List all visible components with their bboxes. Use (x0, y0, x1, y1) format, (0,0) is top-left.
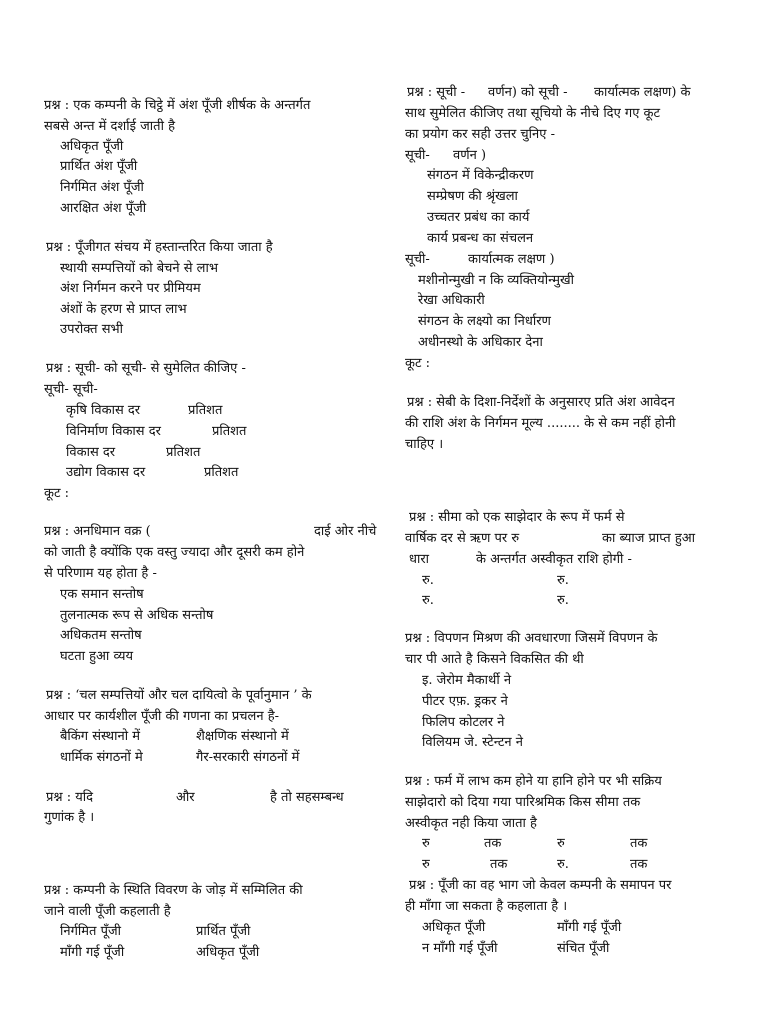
question-text: अस्वीकृत नही किया जाता है (405, 816, 537, 831)
question-text: प्रश्न : कम्पनी के स्थिति विवरण के जोड़ में सम्मिलित की (44, 883, 303, 898)
option: अंशों के हरण से प्राप्त लाभ (60, 302, 187, 317)
question-text: प्रश्न : पूँजी का वह भाग जो केवल कम्पनी के समापन पर (409, 878, 672, 893)
option: रु. (422, 593, 434, 608)
list-header: सूची- (405, 252, 430, 267)
option: रु (422, 836, 430, 851)
option: रु (557, 836, 565, 851)
question-text: को जाती है क्योंकि एक वस्तु ज्यादा और दूसरी कम होने (44, 545, 305, 560)
option: उपरोक्त सभी (60, 322, 123, 337)
option: माँगी गई पूँजी (60, 945, 125, 960)
kut-label: कूट : (44, 486, 70, 501)
option: गैर-सरकारी संगठनों में (196, 750, 300, 765)
option: तक (484, 836, 502, 851)
option: अधिकतम सन्तोष (60, 628, 142, 643)
option: संचित पूँजी (557, 941, 610, 956)
question-text: साथ सुमेलित कीजिए तथा सूचियो के नीचे दिए गए कूट (405, 106, 661, 121)
option: प्रार्थित अंश पूँजी (60, 159, 138, 174)
option: विलियम जे. स्टेन्टन ने (422, 735, 523, 750)
question-text: प्रश्न : पूँजीगत संचय में हस्तान्तरित किया जाता है (46, 240, 273, 255)
option: घटता हुआ व्यय (60, 649, 133, 664)
list-item: सम्प्रेषण की श्रृंखला (427, 189, 518, 204)
question-text: साझेदारो को दिया गया पारिश्रमिक किस सीमा तक (405, 795, 641, 810)
list-item: प्रतिशत (212, 424, 247, 439)
question-text: प्रश्न : फर्म में लाभ कम होने या हानि होने पर भी सक्रिय (405, 774, 662, 789)
question-text: ही माँगा जा सकता है कहलाता है । (405, 899, 568, 914)
question-text: है तो सहसम्बन्ध (270, 790, 344, 805)
list-item: मशीनोन्मुखी न कि व्यक्तियोन्मुखी (418, 273, 574, 288)
option: रु. (557, 857, 569, 872)
kut-label: कूट : (405, 356, 431, 371)
option: शैक्षणिक संस्थानो में (196, 729, 289, 744)
question-text: की राशि अंश के निर्गमन मूल्य ........ के से कम नहीं होनी (405, 416, 676, 431)
question-text: जाने वाली पूँजी कहलाती है (44, 904, 171, 919)
question-text: प्रश्न : सूची - (407, 85, 466, 100)
option: तक (630, 836, 648, 851)
option: रु. (557, 573, 569, 588)
question-text: धारा (409, 552, 430, 567)
option: आरक्षित अंश पूँजी (60, 201, 147, 216)
question-text: प्रश्न : एक कम्पनी के चिट्ठे में अंश पूँजी शीर्षक के अन्तर्गत (44, 98, 311, 113)
list-item: अधीनस्थो के अधिकार देना (418, 335, 543, 350)
list-header: सूची- सूची- (44, 382, 98, 397)
option: धार्मिक संगठनों मे (60, 750, 143, 765)
question-text: से परिणाम यह होता है - (44, 566, 157, 581)
question-text: के अन्तर्गत अस्वीकृत राशि होगी - (476, 552, 632, 567)
question-text: चाहिए । (405, 437, 444, 452)
option: निर्गमित अंश पूँजी (60, 180, 144, 195)
option: अधिकृत पूँजी (196, 945, 260, 960)
list-item: विनिर्माण विकास दर (66, 424, 161, 439)
option: अधिकृत पूँजी (422, 920, 486, 935)
question-text: कार्यात्मक लक्षण) के (594, 85, 691, 100)
question-text: वर्णन) को सूची - (488, 85, 568, 100)
option: रु. (557, 593, 569, 608)
question-text: प्रश्न : सेबी के दिशा-निर्देशों के अनुसारए प्रति अंश आवेदन (407, 395, 675, 410)
option: पीटर एफ़. ड्रकर ने (422, 694, 508, 709)
list-item: प्रतिशत (166, 445, 201, 460)
list-header: कार्यात्मक लक्षण ) (468, 252, 555, 267)
option: प्रार्थित पूँजी (196, 924, 251, 939)
option: अंश निर्गमन करने पर प्रीमियम (60, 281, 201, 296)
question-text: प्रश्न : सीमा को एक साझेदार के रूप में फर्म से (409, 510, 625, 525)
question-text: का ब्याज प्राप्त हुआ (602, 531, 696, 546)
option: अधिकृत पूँजी (60, 139, 124, 154)
option: फिलिप कोटलर ने (422, 715, 505, 730)
option: तुलनात्मक रूप से अधिक सन्तोष (60, 608, 214, 623)
list-item: उच्चतर प्रबंध का कार्य (427, 210, 530, 225)
list-item: उद्योग विकास दर (66, 465, 146, 480)
option: निर्गमित पूँजी (60, 924, 121, 939)
list-item: रेखा अधिकारी (418, 293, 485, 308)
question-text: प्रश्न : ‘चल सम्पत्तियों और चल दायित्वो के पूर्वानुमान ’ के (46, 688, 312, 703)
list-header: सूची- (405, 148, 430, 163)
option: तक (630, 857, 648, 872)
option: एक समान सन्तोष (60, 587, 144, 602)
question-text: आधार पर कार्यशील पूँजी की गणना का प्रचलन है- (44, 709, 280, 724)
option: बैकिंग संस्थानो में (60, 729, 140, 744)
option: माँगी गई पूँजी (557, 920, 622, 935)
question-text: दाई ओर नीचे (314, 524, 377, 539)
question-text: सबसे अन्त में दर्शाई जाती है (44, 119, 175, 134)
list-header: वर्णन ) (453, 148, 487, 163)
question-text: गुणांक है । (44, 810, 95, 825)
list-item: संगठन में विकेन्द्रीकरण (427, 168, 534, 183)
question-text: प्रश्न : सूची- को सूची- से सुमेलित कीजिए - (46, 361, 246, 376)
option: तक (490, 857, 508, 872)
question-text: वार्षिक दर से ऋण पर रु (405, 531, 520, 546)
question-text: का प्रयोग कर सही उत्तर चुनिए - (405, 127, 555, 142)
question-text: और (176, 790, 195, 805)
question-text: प्रश्न : अनधिमान वक्र ( (44, 524, 151, 539)
option: रु. (422, 573, 434, 588)
question-text: प्रश्न : विपणन मिश्रण की अवधारणा जिसमें विपणन के (405, 631, 658, 646)
list-item: संगठन के लक्ष्यो का निर्धारण (418, 314, 551, 329)
option: इ. जेरोम मैकार्थी ने (422, 673, 512, 688)
list-item: कृषि विकास दर (66, 403, 141, 418)
list-item: विकास दर (66, 445, 116, 460)
list-item: कार्य प्रबन्ध का संचलन (427, 231, 534, 246)
question-text: प्रश्न : यदि (46, 790, 94, 805)
list-item: प्रतिशत (188, 403, 223, 418)
option: स्थायी सम्पत्तियों को बेचने से लाभ (60, 261, 218, 276)
list-item: प्रतिशत (204, 465, 239, 480)
option: न माँगी गई पूँजी (422, 941, 498, 956)
question-text: चार पी आते है किसने विकसित की थी (405, 652, 584, 667)
option: रु (422, 857, 430, 872)
